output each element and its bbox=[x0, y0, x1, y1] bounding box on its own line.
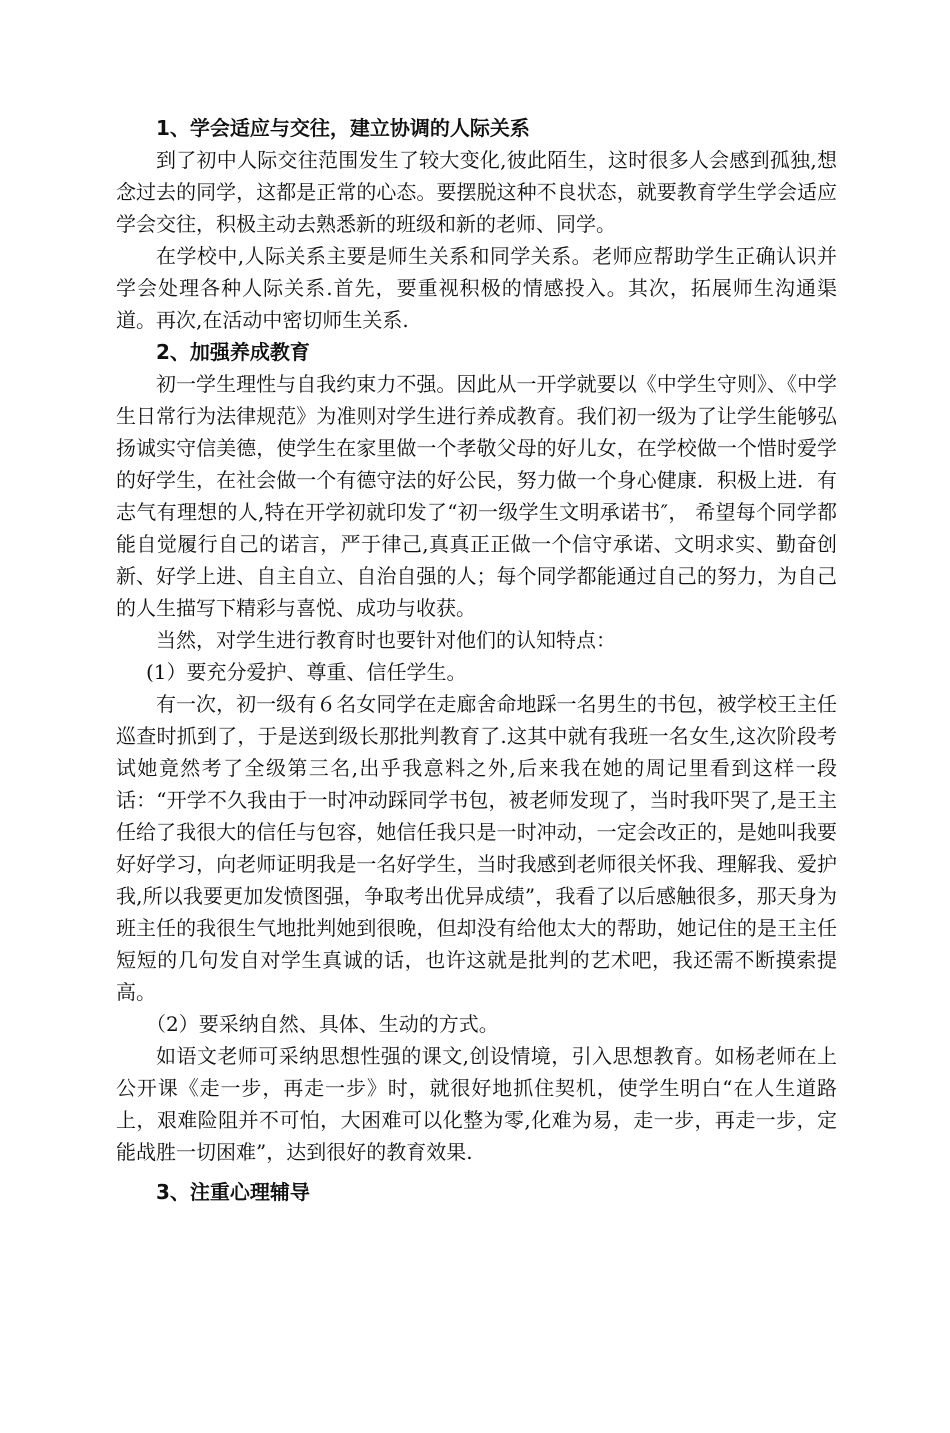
paragraph-cognitive-traits: 当然，对学生进行教育时也要针对他们的认知特点： bbox=[156, 628, 616, 652]
paragraph-habit-education: 初一学生理性与自我约束力不强。因此从一开学就要以《中学生守则》、《中学生日常行为法律规范》为准则对学生进行养成教育。我们初一级为了让学生能够弘扬诚实守信美德，使学生在家里做一个孝敬父母的好儿女，在学校做一个惜时爱学的好学生，在社会做一个有德守法的好公民，努力做一个身心健康．积极上进．有志气有理想的人,特在开学初就印发了“初一级学生文明承诺书″， 希望每个同学都能自觉履行自己的诺言，严于律己,真真正正做一个信守承诺、文明求实、勤奋创新、好学上进、自主自立、自治自强的人；每个同学都能通过自己的努力，为自己的人生描写下精彩与喜悦、成功与收获。 bbox=[116, 372, 837, 620]
paragraph-interpersonal-change: 到了初中人际交往范围发生了较大变化,彼此陌生，这时很多人会感到孤独,想念过去的同学，这都是正常的心态。要摆脱这种不良状态，就要教育学生学会适应学会交往，积极主动去熟悉新的班级和新的老师、同学。 bbox=[116, 148, 837, 236]
subpoint-2: （2）要采纳自然、具体、生动的方式。 bbox=[146, 1012, 499, 1036]
paragraph-chinese-class: 如语文老师可采纳思想性强的课文,创设情境，引入思想教育。如杨老师在上公开课《走一步，再走一步》时，就很好地抓住契机，使学生明白“在人生道路上，艰难险阻并不可怕，大困难可以化整为零,化难为易，走一步，再走一步，定能战胜一切困难”，达到很好的教育效果. bbox=[116, 1044, 837, 1164]
section-2-heading: 2、加强养成教育 bbox=[156, 340, 310, 364]
paragraph-story: 有一次，初一级有６名女同学在走廊舍命地踩一名男生的书包，被学校王主任巡查时抓到了，于是送到级长那批判教育了.这其中就有我班一名女生,这次阶段考试她竟然考了全级第三名,出乎我意料之外,后来我在她的周记里看到这样一段话：“开学不久我由于一时冲动踩同学书包，被老师发现了，当时我吓哭了,是王主任给了我很大的信任与包容，她信任我只是一时冲动，一定会改正的，是她叫我要好好学习，向老师证明我是一名好学生，当时我感到老师很关怀我、理解我、爱护我,所以我要更加发愤图强，争取考出优异成绩”，我看了以后感触很多，那天身为班主任的我很生气地批判她到很晚，但却没有给他太大的帮助，她记住的是王主任短短的几句发自对学生真诚的话，也许这就是批判的艺术吧，我还需不断摸索提高。 bbox=[116, 692, 837, 1004]
document-body bbox=[116, 112, 837, 1208]
paragraph-teacher-student-relations: 在学校中,人际关系主要是师生关系和同学关系。老师应帮助学生正确认识并学会处理各种人际关系.首先，要重视积极的情感投入。其次，拓展师生沟通渠道。再次,在活动中密切师生关系. bbox=[116, 244, 837, 332]
section-1-heading: 1、学会适应与交往，建立协调的人际关系 bbox=[156, 116, 530, 140]
section-3-heading: 3、注重心理辅导 bbox=[156, 1180, 310, 1204]
subpoint-1: (1）要充分爱护、尊重、信任学生。 bbox=[146, 660, 467, 684]
